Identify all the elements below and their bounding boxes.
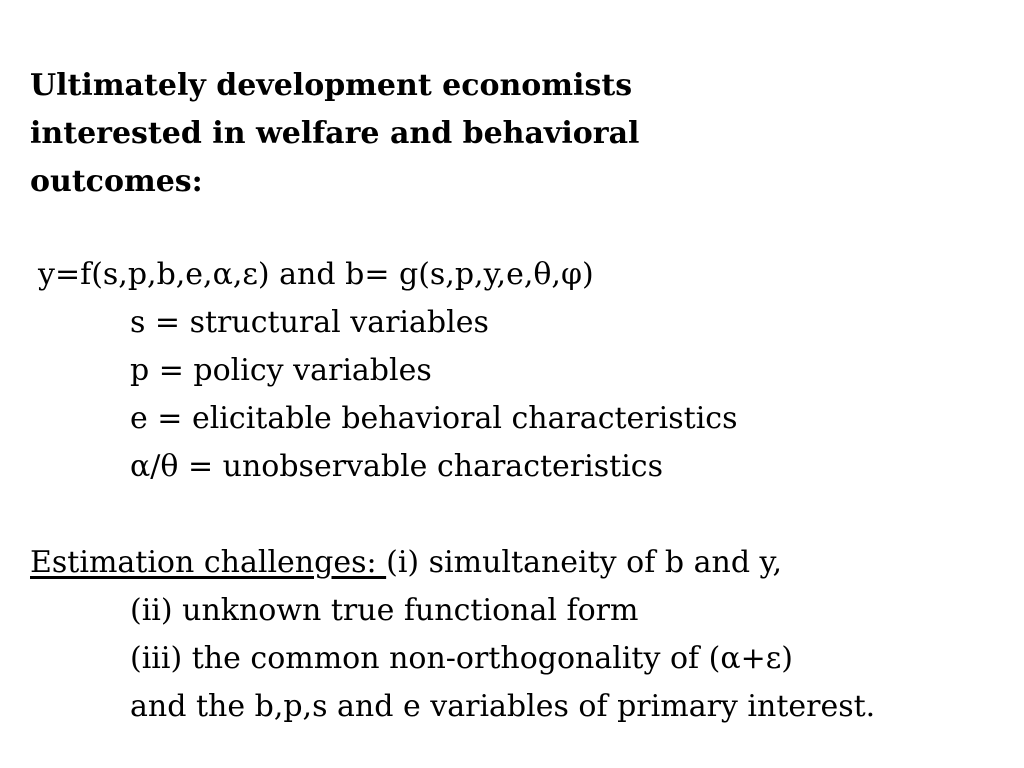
definition-structural: s = structural variables (130, 305, 489, 340)
slide-body (0, 251, 1024, 731)
heading-line-2: interested in welfare and behavioral (30, 116, 640, 151)
definition-unobservable: α/θ = unobservable characteristics (130, 449, 663, 484)
slide-heading (30, 62, 830, 206)
model-equation: y=f(s,p,b,e,α,ε) and b= g(s,p,y,e,θ,φ) (38, 257, 594, 292)
challenge-iii: (iii) the common non-orthogonality of (α+ε) (130, 641, 794, 676)
challenge-i: (i) simultaneity of b and y, (386, 545, 783, 580)
spacer (0, 491, 1024, 539)
definition-elicitable: e = elicitable behavioral characteristics (130, 401, 738, 436)
heading-line-3: outcomes: (30, 164, 203, 199)
heading-line-1: Ultimately development economists (30, 68, 633, 103)
challenge-ii: (ii) unknown true functional form (130, 593, 639, 628)
challenge-iii-continued: and the b,p,s and e variables of primary interest. (130, 689, 876, 724)
estimation-challenges-line (0, 539, 1024, 587)
estimation-challenges-label: Estimation challenges: (30, 545, 387, 580)
definition-policy: p = policy variables (130, 353, 432, 388)
